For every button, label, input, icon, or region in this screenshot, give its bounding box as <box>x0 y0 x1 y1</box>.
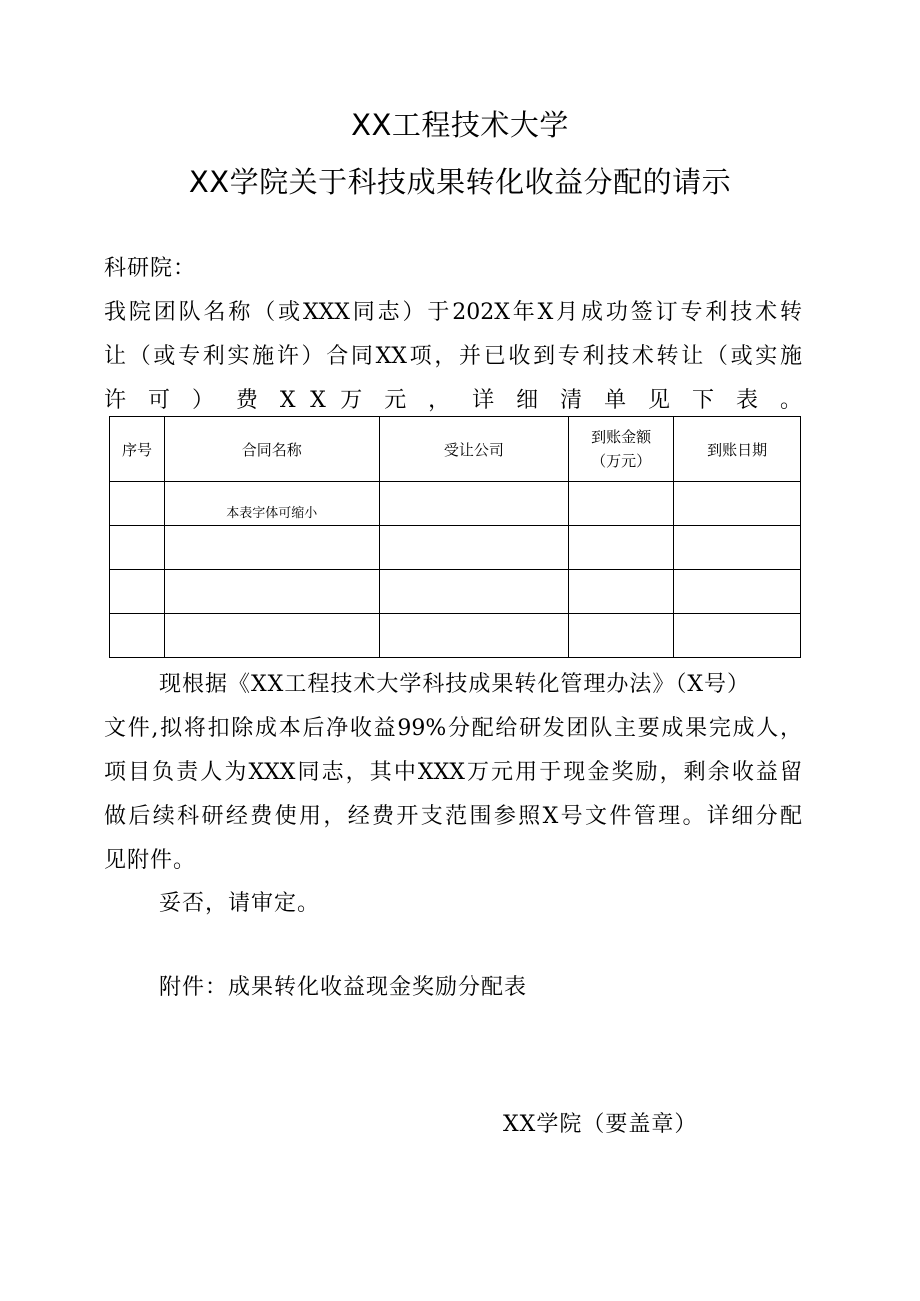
table-row <box>110 614 801 658</box>
header-date: 到账日期 <box>674 417 801 482</box>
table-cell <box>674 482 801 526</box>
contract-table <box>109 416 801 658</box>
table-row <box>110 482 801 526</box>
table-cell <box>164 570 379 614</box>
header-contract-name: 合同名称 <box>164 417 379 482</box>
header-assignee: 受让公司 <box>379 417 569 482</box>
table-cell <box>110 570 165 614</box>
table-cell <box>674 570 801 614</box>
table-cell <box>379 482 569 526</box>
paragraph1-line3: 许 可 ） 费 X X 万 元 ， 详 细 清 单 见 下 表 。 <box>104 388 802 413</box>
table-cell <box>164 614 379 658</box>
header-index: 序号 <box>110 417 165 482</box>
table-cell <box>110 526 165 570</box>
addressee: 科研院： <box>104 256 197 281</box>
table-cell <box>674 614 801 658</box>
table-row <box>110 526 801 570</box>
request-approval: 妥否，请审定。 <box>159 891 321 916</box>
table-cell <box>379 614 569 658</box>
document-title-request: XX学院关于科技成果转化收益分配的请示 <box>188 165 732 199</box>
paragraph1-line1: 我院团队名称（或XXX同志）于202X年X月成功签订专利技术转 <box>104 300 802 325</box>
table-cell <box>569 482 674 526</box>
table-cell <box>569 570 674 614</box>
document-title-university: XX工程技术大学 <box>351 108 569 142</box>
table-row <box>110 570 801 614</box>
signature-college: XX学院（要盖章） <box>503 1112 698 1137</box>
table-cell <box>164 526 379 570</box>
table-cell <box>379 526 569 570</box>
paragraph2-line5: 见附件。 <box>104 848 197 873</box>
table-cell <box>110 482 165 526</box>
table-font-note: 本表字体可缩小 <box>226 506 318 521</box>
paragraph2-line4: 做后续科研经费使用，经费开支范围参照X号文件管理。详细分配 <box>104 804 802 829</box>
table-header-row <box>110 417 801 482</box>
table-cell <box>569 526 674 570</box>
table-cell <box>164 482 379 526</box>
attachment-note: 附件：成果转化收益现金奖励分配表 <box>159 975 528 1000</box>
paragraph2-line1: 现根据《XX工程技术大学科技成果转化管理办法》（X号） <box>159 672 750 697</box>
paragraph1-line2: 让（或专利实施许）合同XX项，并已收到专利技术转让（或实施 <box>104 344 802 369</box>
paragraph2-line2: 文件,拟将扣除成本后净收益99%分配给研发团队主要成果完成人， <box>104 716 802 741</box>
header-amount: 到账金额（万元） <box>569 417 674 482</box>
paragraph2-line3: 项目负责人为XXX同志，其中XXX万元用于现金奖励，剩余收益留 <box>104 760 802 785</box>
table-cell <box>379 570 569 614</box>
table-cell <box>674 526 801 570</box>
table-cell <box>569 614 674 658</box>
table-cell <box>110 614 165 658</box>
